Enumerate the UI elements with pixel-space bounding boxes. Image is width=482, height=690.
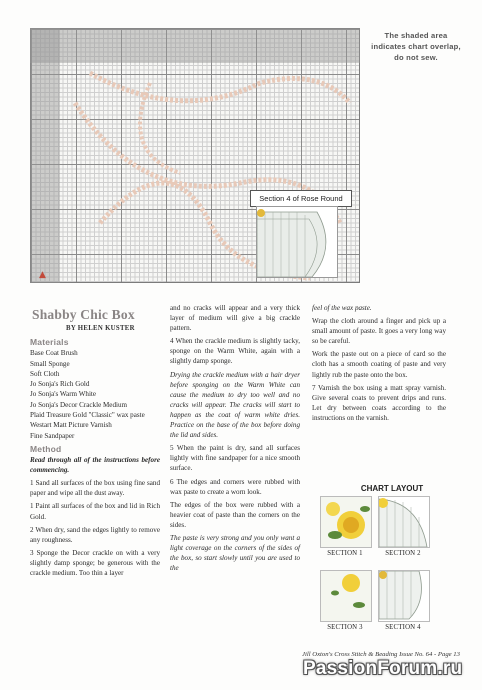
list-item: Fine Sandpaper	[30, 431, 75, 440]
section-3-caption: SECTION 3	[327, 624, 363, 631]
page-footer: Jill Oxton's Cross Stitch & Beading Issue No. 64 - Page 13	[302, 651, 460, 658]
article-title: Shabby Chic Box	[32, 307, 135, 322]
step-paragraph: 5 When the paint is dry, sand all surfaces lightly with fine sandpaper for a nice smooth surface.	[170, 444, 300, 473]
step-paragraph: The edges of the box were rubbed with a heavier coat of paste than the corners on the sides.	[170, 500, 300, 529]
step-paragraph: 7 Varnish the box using a matt spray varnish. Give several coats to prevent drips and runs. Let dry between coats according to the instructions on the varnish.	[312, 383, 446, 422]
method-heading: Method	[30, 443, 62, 454]
step-paragraph: and no cracks will appear and a very thick layer of medium will give a big crackle pattern.	[170, 304, 300, 333]
column-1	[30, 307, 160, 581]
section-4-image	[378, 570, 430, 622]
list-item: Jo Sonja's Rich Gold	[30, 380, 90, 389]
step-paragraph: 4 When the crackle medium is slightly tacky, sponge on the Warm White, again with a slightly damp sponge.	[170, 337, 300, 366]
tip-paragraph: Drying the crackle medium with a hair dryer before sponging on the Warm White can cause the medium to dry too well and no cracks will appear. The cracks will start to happen as the coat of warm white dries. Practice on the base of the box before doing the lid and sides.	[170, 370, 300, 440]
step-paragraph: Wrap the cloth around a finger and pick up a small amount of paste. It goes a very long way so be careful.	[312, 317, 446, 346]
section-2-image	[378, 496, 430, 548]
chart-overlap-shade-top	[30, 28, 360, 63]
section-1-caption: SECTION 1	[327, 550, 363, 557]
chart-overlap-note: The shaded area indicates chart overlap, do not sew.	[371, 31, 461, 62]
list-item: Jo Sonja's Warm White	[30, 390, 97, 399]
list-item: Base Coat Brush	[30, 349, 78, 358]
step-paragraph: 1 Sand all surfaces of the box using fine sand paper and wipe all the dust away.	[30, 479, 160, 498]
column-3	[312, 303, 446, 426]
section-4-caption: SECTION 4	[385, 624, 421, 631]
chart-layout-title: CHART LAYOUT	[360, 484, 424, 493]
step-paragraph: 6 The edges and corners were rubbed with wax paste to create a worn look.	[170, 477, 300, 496]
list-item: Jo Sonja's Decor Crackle Medium	[30, 400, 128, 409]
byline: BY HELEN KUSTER	[66, 325, 135, 333]
section-2-caption: SECTION 2	[385, 550, 421, 557]
chart-overlap-shade-left	[30, 28, 60, 283]
section-label: Section 4 of Rose Round	[250, 190, 352, 207]
list-item: Small Sponge	[30, 359, 70, 368]
materials-heading: Materials	[30, 337, 69, 348]
watermark: PassionForum.ru	[303, 658, 463, 679]
chart-layout-diagram	[320, 496, 440, 636]
step-paragraph: Work the paste out on a piece of card so the cloth has a smooth coating of paste and very lightly rub the paste onto the box.	[312, 350, 446, 379]
materials-list	[30, 348, 160, 441]
section-3-image	[320, 570, 372, 622]
list-item: Westart Matt Picture Varnish	[30, 421, 112, 430]
step-paragraph: 3 Sponge the Decor crackle on with a very slightly damp sponge; be generous with the crackle medium. Too thin a layer	[30, 548, 160, 577]
list-item: Soft Cloth	[30, 369, 60, 378]
step-paragraph: 1 Paint all surfaces of the box and lid in Rich Gold.	[30, 502, 160, 521]
step-paragraph: 2 When dry, sand the edges lightly to remove any roughness.	[30, 525, 160, 544]
chart-center-arrow-icon: ▲	[39, 270, 46, 280]
column-2	[170, 303, 300, 576]
section-1-image	[320, 496, 372, 548]
tip-paragraph: feel of the wax paste.	[312, 304, 372, 312]
list-item: Plaid Treasure Gold "Classic" wax paste	[30, 411, 145, 420]
intro-text: Read through all of the instructions before commencing.	[30, 456, 160, 475]
section-4-thumbnail	[256, 206, 338, 278]
tip-paragraph: The paste is very strong and you only want a light coverage on the corners of the sides of the box, so start slowly until you are used to the	[170, 533, 300, 573]
